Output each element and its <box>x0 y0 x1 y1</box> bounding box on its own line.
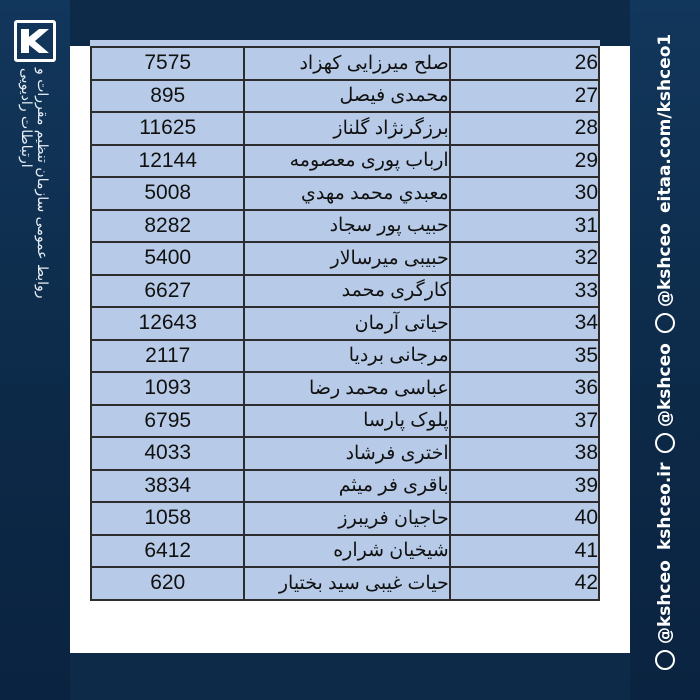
name-cell: صلح میرزایی کهزاد <box>244 47 449 80</box>
name-cell: کارگری محمد <box>244 275 449 308</box>
document-page <box>70 46 630 653</box>
publisher-logo-icon <box>14 20 56 62</box>
index-cell: 42 <box>450 567 599 600</box>
value-cell: 11625 <box>91 112 244 145</box>
value-cell: 7575 <box>91 47 244 80</box>
index-cell: 39 <box>450 470 599 503</box>
eitaa-handle[interactable]: @kshceo <box>655 223 675 307</box>
value-cell: 6795 <box>91 405 244 438</box>
table-row <box>91 405 599 438</box>
eitaa-icon <box>655 313 675 333</box>
name-cell: شیخیان شراره <box>244 535 449 568</box>
value-cell: 2117 <box>91 340 244 373</box>
index-cell: 40 <box>450 502 599 535</box>
value-cell: 5008 <box>91 177 244 210</box>
name-cell: محمدی فیصل <box>244 80 449 113</box>
name-cell: معبدي محمد مهدي <box>244 177 449 210</box>
index-cell: 28 <box>450 112 599 145</box>
name-cell: ارباب پوری معصومه <box>244 145 449 178</box>
name-cell: حبیب پور سجاد <box>244 210 449 243</box>
value-cell: 3834 <box>91 470 244 503</box>
name-cell: حبیبی میرسالار <box>244 242 449 275</box>
index-cell: 33 <box>450 275 599 308</box>
contact-strip <box>636 33 694 680</box>
table-row <box>91 80 599 113</box>
index-cell: 35 <box>450 340 599 373</box>
value-cell: 12643 <box>91 307 244 340</box>
name-cell: مرجانی بردیا <box>244 340 449 373</box>
value-cell: 1093 <box>91 372 244 405</box>
table-row <box>91 210 599 243</box>
table-row <box>91 177 599 210</box>
name-cell: پلوک پارسا <box>244 405 449 438</box>
table-row <box>91 502 599 535</box>
table-row <box>91 112 599 145</box>
name-cell: عباسی محمد رضا <box>244 372 449 405</box>
website-link[interactable]: kshceo.ir <box>655 462 675 551</box>
instagram-icon <box>655 650 675 670</box>
value-cell: 12144 <box>91 145 244 178</box>
table-row <box>91 535 599 568</box>
name-cell: حاجیان فریبرز <box>244 502 449 535</box>
name-cell: اختری فرشاد <box>244 437 449 470</box>
index-cell: 36 <box>450 372 599 405</box>
value-cell: 620 <box>91 567 244 600</box>
index-cell: 31 <box>450 210 599 243</box>
name-cell: باقری فر میثم <box>244 470 449 503</box>
value-cell: 6412 <box>91 535 244 568</box>
table-row <box>91 145 599 178</box>
telegram-icon <box>655 433 675 453</box>
value-cell: 4033 <box>91 437 244 470</box>
value-cell: 1058 <box>91 502 244 535</box>
table-row <box>91 437 599 470</box>
table-row <box>91 372 599 405</box>
telegram-handle[interactable]: @kshceo <box>655 342 675 427</box>
index-cell: 26 <box>450 47 599 80</box>
index-cell: 34 <box>450 307 599 340</box>
index-cell: 29 <box>450 145 599 178</box>
index-cell: 37 <box>450 405 599 438</box>
table-row <box>91 47 599 80</box>
value-cell: 8282 <box>91 210 244 243</box>
index-cell: 30 <box>450 177 599 210</box>
table-row <box>91 340 599 373</box>
value-cell: 6627 <box>91 275 244 308</box>
name-cell: برزگرنژاد گلناز <box>244 112 449 145</box>
table-row <box>91 567 599 600</box>
instagram-handle[interactable]: @kshceo <box>655 560 675 644</box>
eitaa-url[interactable]: eitaa.com/kshceo1 <box>655 33 675 214</box>
results-table <box>90 46 600 601</box>
name-cell: حیاتی آرمان <box>244 307 449 340</box>
brand-text: روابط عمومی سازمان تنظیم مقررات و ارتباطات رادیویی <box>18 68 50 299</box>
table-row <box>91 275 599 308</box>
name-cell: حیات غیبی سید بختیار <box>244 567 449 600</box>
index-cell: 32 <box>450 242 599 275</box>
table-row <box>91 470 599 503</box>
table-row <box>91 307 599 340</box>
value-cell: 5400 <box>91 242 244 275</box>
index-cell: 41 <box>450 535 599 568</box>
index-cell: 27 <box>450 80 599 113</box>
index-cell: 38 <box>450 437 599 470</box>
table-row <box>91 242 599 275</box>
value-cell: 895 <box>91 80 244 113</box>
